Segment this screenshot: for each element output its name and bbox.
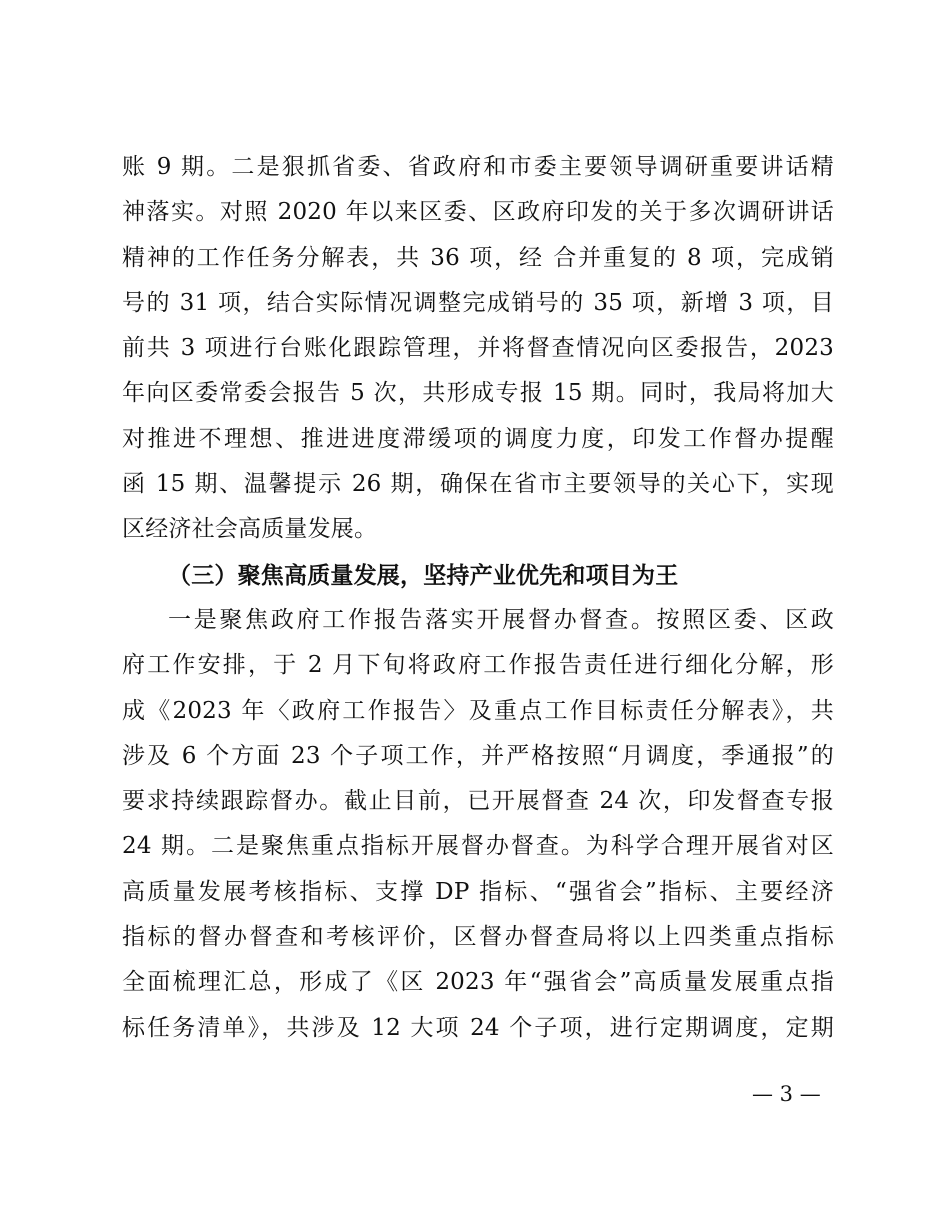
paragraph-first-line: 一是聚焦政府工作报告落实开展督办督查。按照区委、区政: [168, 606, 834, 633]
text-line: 对推进不理想、推进进度滞缓项的调度力度，印发工作督办提醒: [122, 425, 834, 452]
text-line: 涉及 6 个方面 23 个子项工作，并严格按照“月调度，季通报”的: [122, 742, 834, 769]
text-line: 成《2023 年〈政府工作报告〉及重点工作目标责任分解表》，共: [122, 697, 834, 724]
text-line: 函 15 期、温馨提示 26 期，确保在省市主要领导的关心下，实现: [122, 471, 834, 498]
paragraph-end-line: 区经济社会高质量发展。: [122, 516, 378, 543]
body-text: [122, 145, 834, 1051]
page-number: — 3 —: [752, 1082, 821, 1106]
text-line: 账 9 期。二是狠抓省委、省政府和市委主要领导调研重要讲话精: [122, 154, 834, 180]
text-line: 标任务清单》，共涉及 12 大项 24 个子项，进行定期调度，定期: [122, 1014, 834, 1041]
text-line: 精神的工作任务分解表，共 36 项，经 合并重复的 8 项，完成销: [122, 244, 834, 271]
text-line: 府工作安排，于 2 月下旬将政府工作报告责任进行细化分解，形: [122, 652, 834, 679]
text-line: 号的 31 项，结合实际情况调整完成销号的 35 项，新增 3 项，目: [122, 289, 834, 316]
text-line: 神落实。对照 2020 年以来区委、区政府印发的关于多次调研讲话: [122, 199, 834, 226]
text-line: 年向区委常委会报告 5 次，共形成专报 15 期。同时，我局将加大: [122, 380, 834, 407]
section-heading: （三）聚焦高质量发展，坚持产业优先和项目为王: [168, 561, 679, 589]
text-line: 高质量发展考核指标、支撑 DP 指标、“强省会”指标、主要经济: [122, 878, 834, 905]
text-line: 24 期。二是聚焦重点指标开展督办督查。为科学合理开展省对区: [122, 833, 834, 860]
text-line: 指标的督办督查和考核评价，区督办督查局将以上四类重点指标: [122, 924, 834, 951]
text-line: 要求持续跟踪督办。截止目前，已开展督查 24 次，印发督查专报: [122, 788, 834, 815]
text-line: 前共 3 项进行台账化跟踪管理，并将督查情况向区委报告，2023: [122, 335, 834, 362]
text-line: 全面梳理汇总，形成了《区 2023 年“强省会”高质量发展重点指: [122, 969, 834, 996]
